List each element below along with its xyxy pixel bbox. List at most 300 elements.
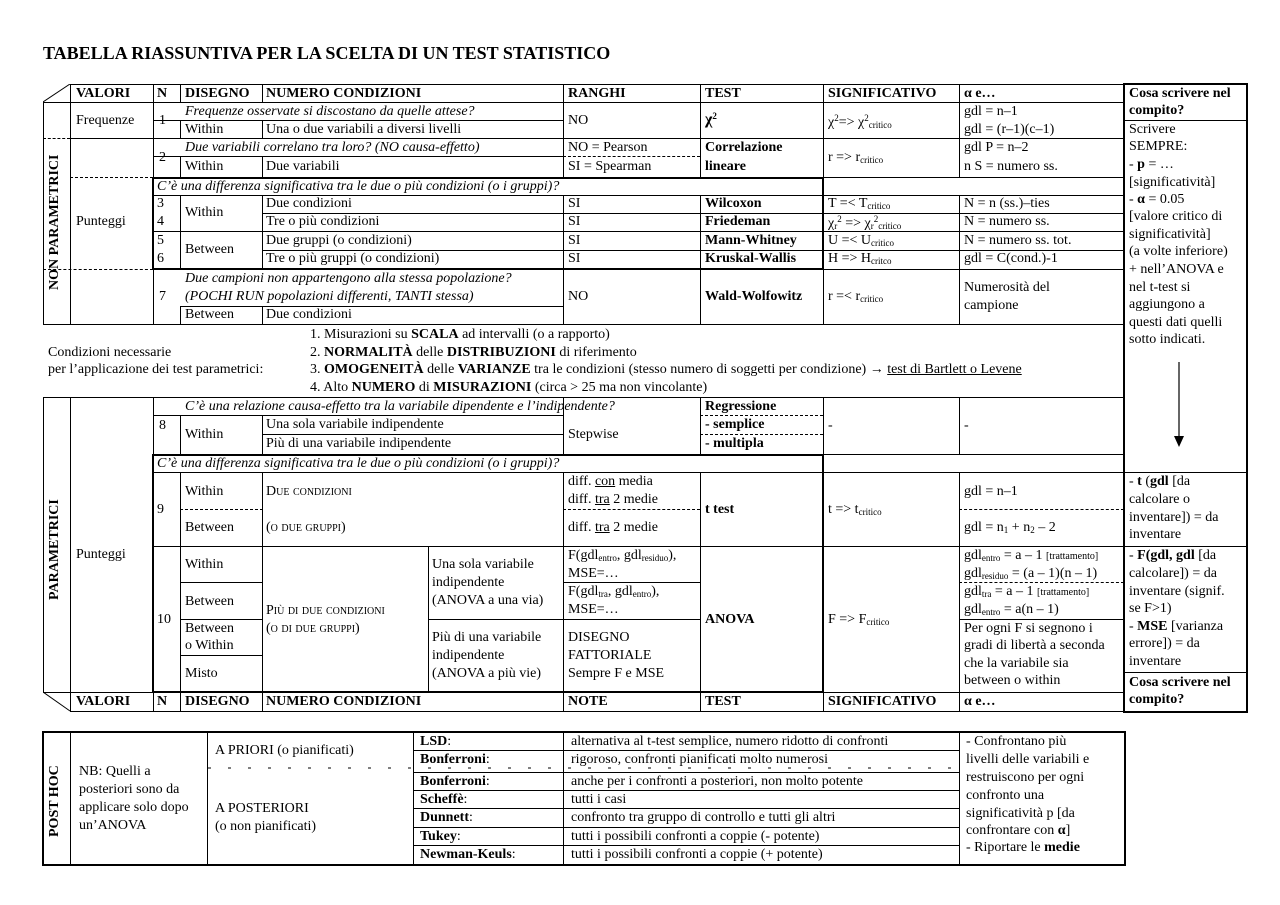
sig-part: 2 [864,113,869,123]
text-part: = 0.05 [1145,192,1185,207]
cell-alpha: N = n (ss.)–ties [964,196,1050,211]
text-part: 2. [310,345,324,360]
posthoc-note: NB: Quelli a [79,764,151,779]
sig-part: r [870,221,874,231]
sig-part: critco [871,256,892,266]
cell-test: Wilcoxon [705,196,762,211]
cell-design: indipendente [432,575,505,590]
cell-sig [828,150,883,166]
cell-alpha [964,548,1098,564]
cond-label: Condizioni necessarie [48,345,172,360]
cond-line-3 [310,362,1022,378]
text-part: residuo [981,571,1009,581]
posthoc-note: un’ANOVA [79,818,147,833]
cell-test: Correlazione [705,140,783,155]
sig-part: critico [860,294,884,304]
cell-alpha: - [964,418,969,433]
cell-sig [828,612,889,628]
cell-ranghi: NO = Pearson [568,140,648,155]
cell-note: FATTORIALE [568,648,652,663]
sig-part: 2 [837,214,842,224]
text-part: - [1129,474,1138,489]
text-part: gdl [964,584,982,599]
cell-alpha [964,520,1056,536]
sig-part: T =< T [828,196,868,211]
cell-sig [828,502,882,518]
arrow-down-icon [1172,362,1186,448]
cell-note [568,474,653,490]
cell-test-chi [705,111,717,129]
sig-part: H => H [828,251,872,266]
cond-line-2 [310,345,637,361]
cell-test: Friedeman [705,214,771,229]
posthoc-remark [966,840,1080,856]
row-number: 4 [157,214,164,229]
cond-label: per l’applicazione dei test parametrici: [48,362,264,377]
label-non-parametrici: NON PARAMETRICI [47,154,62,290]
note-text: significatività] [1129,227,1211,242]
header-numero-condizioni: NUMERO CONDIZIONI [266,86,422,101]
text-part: entro [598,553,617,563]
posthoc-test-desc: tutti i possibili confronti a coppie (- potente) [571,829,820,844]
text-part: tra [594,520,610,535]
cell-between: Between [185,307,234,322]
posthoc-test-name [420,734,451,750]
cell-alpha: Numerosità del [964,280,1050,295]
question-text: Due campioni non appartengono alla stessa popolazione? [185,271,512,286]
text-part: tra [594,492,610,507]
note-text: calcolare]) = da [1129,566,1217,581]
sig-part: χ [828,115,835,130]
posthoc-note: applicare solo dopo [79,800,189,815]
note-text [1129,548,1216,564]
sig-part: U =< U [828,233,872,248]
text-part: : [456,829,461,844]
text-part: : [447,734,452,749]
footer-n: N [157,694,168,709]
text-part: tra [598,589,608,599]
cell-condizioni: Tre o più gruppi (o condizioni) [266,251,440,266]
text-part: gdl [964,548,982,563]
text-part: , gdl [616,548,642,563]
cell-condizioni: Più di due condizioni [266,603,385,618]
posthoc-note: posteriori sono da [79,782,180,797]
note-text: aggiungono a [1129,297,1205,312]
question-text: (POCHI RUN popolazioni differenti, TANTI stessa) [185,289,474,304]
cell-test: Mann-Whitney [705,233,797,248]
text-part: = … [1144,157,1174,172]
note-text: Scrivere [1129,122,1176,137]
page-title: TABELLA RIASSUNTIVA PER LA SCELTA DI UN TEST STATISTICO [43,43,611,63]
cell-alpha: N = numero ss. [964,214,1050,229]
text-part: confrontare con [966,823,1058,838]
row-number: 2 [159,150,166,165]
chi-symbol: χ [705,111,713,128]
footer-alpha: α e… [964,694,996,709]
text-part: (circa > 25 ma non vincolante) [531,380,708,395]
text-part: ] [1065,823,1071,838]
sig-part: => χ [841,216,871,231]
sig-part: => χ [838,115,865,130]
sig-part: r => r [828,150,861,165]
cell-alpha [964,566,1097,582]
sig-part: 2 [834,113,839,123]
text-part: – 2 [1034,520,1056,535]
row-number: 7 [159,289,166,304]
text-part: LSD [420,734,448,749]
cell-condizioni: (o di due gruppi) [266,621,360,636]
text-part: di [415,380,434,395]
cell-test: Wald-Wolfowitz [705,289,803,304]
header-valori: VALORI [76,86,131,101]
header-alpha: α e… [964,86,996,101]
cell-alpha: gdl = C(cond.)-1 [964,251,1058,266]
note-heading: Cosa scrivere nel [1129,675,1231,690]
posthoc-test-name [420,810,473,826]
posthoc-a-priori: A PRIORI (o pianificati) [215,743,354,758]
row-number: 9 [157,502,164,517]
cell-alpha: Per ogni F si segnono i [964,621,1093,636]
cell-alpha: campione [964,298,1019,313]
cell-between: Between [185,242,234,257]
sig-part: r =< r [828,289,861,304]
header-disegno: DISEGNO [185,86,250,101]
text-part: : [485,774,490,789]
posthoc-test-desc: tutti i possibili confronti a coppie (+ potente) [571,847,823,862]
cell-test: ANOVA [705,612,755,627]
text-part: [da [1194,548,1217,563]
posthoc-test-name [420,774,490,790]
cell-within: Within [185,484,224,499]
text-part: + n [1008,520,1031,535]
text-part: gdl [964,602,982,617]
note-text [1129,192,1184,208]
cell-frequenze: Frequenze [76,113,135,128]
row-number: 3 [157,196,164,211]
cell-sig [828,196,890,212]
text-part: DISTRIBUZIONI [446,345,556,360]
cell-within: Within [185,557,224,572]
text-part: [da [1168,474,1191,489]
note-text: + nell’ANOVA e [1129,262,1224,277]
cell-test: Regressione [705,399,777,414]
sig-part: critico [858,507,882,517]
cell-condizioni: Due gruppi (o condizioni) [266,233,412,248]
sig-part: F => F [828,612,867,627]
text-part: 4. Alto [310,380,352,395]
sig-part: critico [871,238,895,248]
text-part: - [1129,157,1138,172]
sig-part: χ [828,216,835,231]
note-text: se F>1) [1129,601,1172,616]
posthoc-remark: - Confrontano più [966,734,1067,749]
note-text [1129,619,1223,635]
cell-condizioni: Più di una variabile indipendente [266,436,452,451]
cond-line-1 [310,327,610,343]
text-part: Scheffè [420,792,464,807]
cell-design: Più di una variabile [432,630,542,645]
cell-between: Between [185,594,234,609]
text-part: t [1137,474,1142,489]
posthoc-test-name [420,752,490,768]
sig-part: critico [867,201,891,211]
cond-line-4 [310,380,707,396]
text-part: entro [981,553,1001,563]
text-part: ), [651,584,660,599]
cell-ranghi: SI [568,196,581,211]
text-part: = a(n – 1) [1000,602,1059,617]
corner-diagonal-top [43,84,71,103]
cell-ranghi: NO [568,289,589,304]
text-part: = (a – 1)(n – 1) [1008,566,1098,581]
text-part: media [615,474,653,489]
text-part: residuo [641,553,669,563]
cell-between-within: Between [185,621,234,636]
text-part: Newman-Keuls [420,847,512,862]
text-part: entro [632,589,652,599]
cell-test: Kruskal-Wallis [705,251,797,266]
cell-alpha [964,584,1089,600]
header-ranghi: RANGHI [568,86,626,101]
text-part: Bonferroni [420,752,486,767]
note-heading: compito? [1129,103,1185,118]
posthoc-test-desc: tutti i casi [571,792,627,807]
text-part: , gdl [607,584,633,599]
note-text: inventare [1129,654,1182,669]
text-part: delle [423,362,458,377]
text-part: ( [1141,474,1151,489]
cell-note [568,548,676,564]
text-part: con [594,474,616,489]
text-part: 1 [1003,525,1009,535]
posthoc-test-name [420,792,467,808]
text-part: tra [981,589,992,599]
text-part: - [1129,548,1138,563]
text-part: tra le condizioni (stesso numero di soggetti per condizione) → [530,362,888,377]
row-number: 5 [157,233,164,248]
question-text: C’è una relazione causa-effetto tra la variabile dipendente e l’indipendente? [185,399,615,414]
text-part: = a – 1 [1000,548,1046,563]
header-n: N [157,86,168,101]
cell-ranghi: SI = Spearman [568,159,652,174]
cell-note: MSE=… [568,602,619,617]
cell-note [568,584,659,600]
text-part: F(gdl, gdl [1137,548,1195,563]
note-text: inventare]) = da [1129,510,1219,525]
text-part: [varianza [1167,619,1224,634]
cell-sig [828,251,892,267]
cell-condizioni: (o due gruppi) [266,520,346,535]
note-text: SEMPRE: [1129,139,1188,154]
posthoc-test-desc: anche per i confronti a posteriori, non molto potente [571,774,863,789]
text-part: gdl = n [964,520,1004,535]
cell-design: (ANOVA a una via) [432,593,544,608]
text-part: 2 medie [609,492,658,507]
text-part: = a – 1 [991,584,1037,599]
text-part: entro [981,607,1001,617]
text-part: : [485,752,490,767]
cell-within: Within [185,159,224,174]
cell-test: t test [705,502,735,517]
cell-note [568,520,658,536]
posthoc-test-desc: alternativa al t-test semplice, numero ridotto di confronti [571,734,889,749]
text-part: [trattamento] [1037,587,1090,598]
text-part: 1. Misurazioni su [310,327,412,342]
chi-exponent: 2 [712,111,717,121]
text-part: diff. [568,474,595,489]
cell-alpha: gdl = n–1 [964,484,1018,499]
text-part: diff. [568,492,595,507]
note-text: sotto indicati. [1129,332,1206,347]
posthoc-a-posteriori: (o non pianificati) [215,819,317,834]
footer-valori: VALORI [76,694,131,709]
footer-numero-condizioni: NUMERO CONDIZIONI [266,694,422,709]
text-part: : [469,810,473,825]
text-part: F(gdl [568,548,599,563]
cell-condizioni: Due condizioni [266,196,352,211]
text-part: MSE [1137,619,1168,634]
cell-ranghi: NO [568,113,589,128]
cell-between-within: o Within [185,638,234,653]
text-part: diff. [568,520,595,535]
cell-alpha: gdl = (r–1)(c–1) [964,122,1055,137]
text-part: : [463,792,468,807]
text-part: delle [412,345,447,360]
cell-note: Stepwise [568,427,619,442]
text-part: di riferimento [555,345,637,360]
text-part: 3. [310,362,324,377]
cell-ranghi: SI [568,233,581,248]
cell-test: - multipla [705,436,764,451]
cell-within: Within [185,427,224,442]
posthoc-a-posteriori: A POSTERIORI [215,801,309,816]
cell-alpha: gdl = n–1 [964,104,1018,119]
note-text [1129,157,1174,173]
cell-sig: - [828,418,833,433]
cell-note: DISEGNO [568,630,630,645]
cell-note: Sempre F e MSE [568,666,665,681]
text-part: - Riportare le [966,840,1045,855]
posthoc-remark: significatività p [da [966,806,1075,821]
posthoc-remark: livelli delle variabili e [966,752,1090,767]
sig-part: t => t [828,502,859,517]
note-text: inventare (signif. [1129,584,1225,599]
footer-disegno: DISEGNO [185,694,250,709]
header-significativo: SIGNIFICATIVO [828,86,937,101]
note-text [1129,474,1190,490]
text-part: VARIANZE [457,362,531,377]
text-part: gdl [964,566,982,581]
posthoc-test-name [420,829,461,845]
cell-within: Within [185,122,224,137]
cell-design: Una sola variabile [432,557,534,572]
cell-condizioni: Due variabili [266,159,340,174]
text-part: MISURAZIONI [433,380,532,395]
text-part: Tukey [420,829,457,844]
text-part: test di Bartlett o Levene [887,362,1022,377]
sig-part: critico [866,617,890,627]
posthoc-test-desc: confronto tra gruppo di controllo e tutti gli altri [571,810,836,825]
text-part: F(gdl [568,584,599,599]
posthoc-remark: restruiscono per ogni [966,770,1085,785]
label-post-hoc: POST HOC [47,765,62,837]
text-part: SCALA [411,327,459,342]
footer-test: TEST [705,694,741,709]
cell-condizioni: Tre o più condizioni [266,214,380,229]
cell-alpha [964,602,1059,618]
cell-condizioni: Una sola variabile indipendente [266,417,444,432]
question-text: Frequenze osservate si discostano da quelle attese? [185,104,475,119]
sig-part: critico [860,155,884,165]
cell-sig [828,233,894,249]
posthoc-test-name [420,847,516,863]
cell-misto: Misto [185,666,218,681]
cell-punteggi: Punteggi [76,214,126,229]
sig-part: critico [868,120,892,130]
cell-test: - semplice [705,417,765,432]
cell-alpha: between o within [964,673,1061,688]
header-test: TEST [705,86,741,101]
note-text: (a volte inferiore) [1129,244,1228,259]
cell-test: lineare [705,159,746,174]
footer-significativo: SIGNIFICATIVO [828,694,937,709]
note-heading: Cosa scrivere nel [1129,86,1231,101]
cell-condizioni: Due condizioni [266,307,352,322]
sig-part: 2 [873,214,879,224]
sig-part: r [834,221,838,231]
question-text: C’è una differenza significativa tra le due o più condizioni (o i gruppi)? [157,179,560,194]
cell-design: indipendente [432,648,505,663]
cell-punteggi: Punteggi [76,547,126,562]
text-part: OMOGENEITÀ [324,362,424,377]
cell-alpha: gradi di libertà a seconda [964,638,1105,653]
cell-alpha: gdl P = n–2 [964,140,1029,155]
cell-note: MSE=… [568,566,619,581]
cell-sig [828,214,901,232]
posthoc-remark: confronto una [966,788,1045,803]
note-text: nel t-test si [1129,280,1191,295]
row-number: 10 [157,612,171,627]
text-part: Dunnett [420,810,470,825]
cell-condizioni: Due condizioni [266,484,352,499]
sig-part: critico [878,221,902,231]
text-part: 2 medie [609,520,658,535]
text-part: gdl [1150,474,1169,489]
question-text: Due variabili correlano tra loro? (NO causa-effetto) [185,140,480,155]
cell-ranghi: SI [568,251,581,266]
cell-sig [828,289,883,305]
row-number: 6 [157,251,164,266]
text-part: - [1129,619,1138,634]
text-part: - [1129,192,1138,207]
note-text: questi dati quelli [1129,315,1223,330]
text-part: [trattamento] [1046,551,1099,562]
note-text: [significatività] [1129,175,1216,190]
text-part: NORMALITÀ [324,345,413,360]
text-part: 2 [1030,525,1035,535]
question-text: C’è una differenza significativa tra le due o più condizioni (o i gruppi)? [157,456,560,471]
text-part: α [1137,192,1145,207]
note-text: calcolare o [1129,492,1191,507]
row-number: 8 [159,418,166,433]
text-part: medie [1044,840,1080,855]
cell-within: Within [185,205,224,220]
text-part: Bonferroni [420,774,486,789]
cell-design: (ANOVA a più vie) [432,666,542,681]
cell-alpha: che la variabile sia [964,656,1069,671]
row-number: 1 [159,113,166,128]
note-heading: compito? [1129,692,1185,707]
